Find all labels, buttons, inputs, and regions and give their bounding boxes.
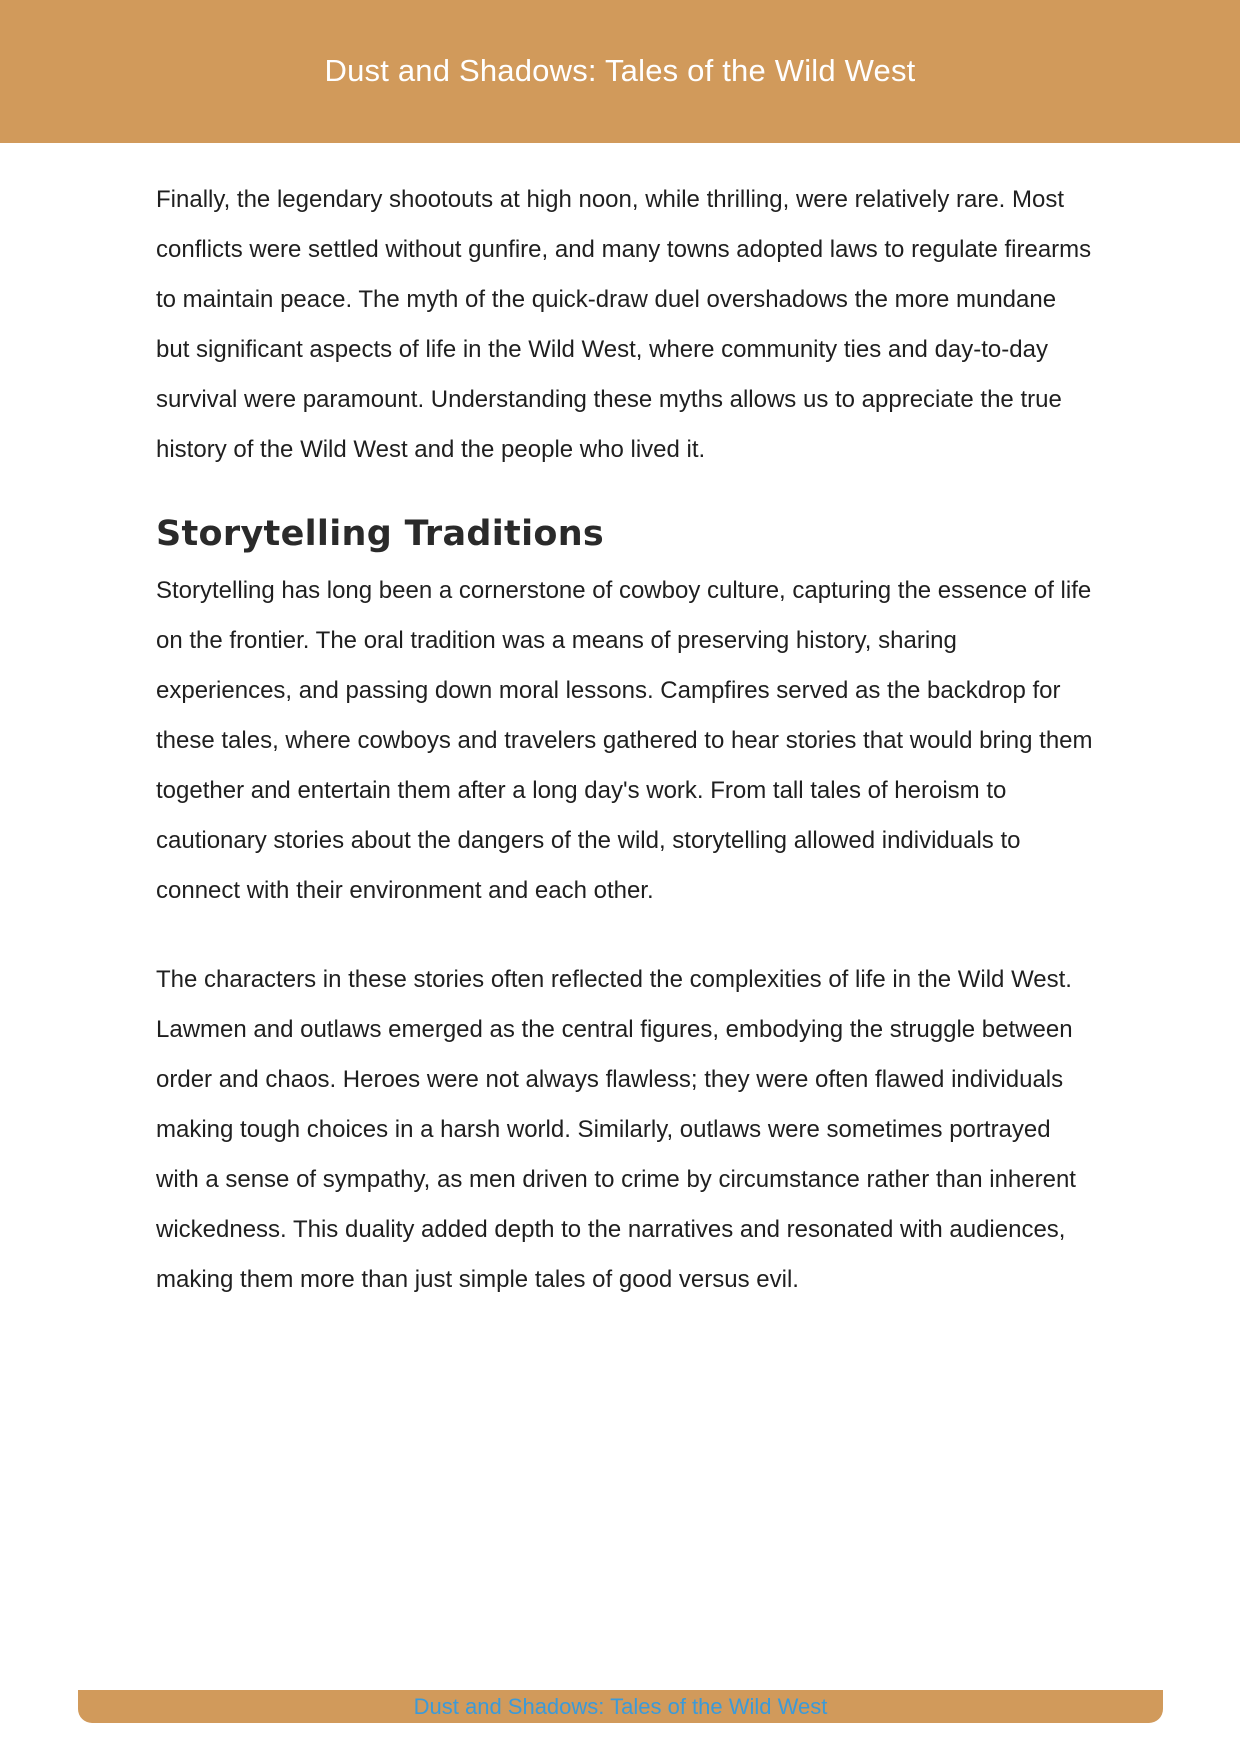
- header-title: Dust and Shadows: Tales of the Wild West: [324, 52, 916, 88]
- section-paragraph-2: The characters in these stories often reflected the complexities of life in the Wild West. Lawmen and outlaws emerged as the central figures, embodying the struggle between order and chaos. Heroes were not always flawless; they were often flawed individuals making tough choices in a harsh world. Similarly, outlaws were sometimes portrayed with a sense of sympathy, as men driven to crime by circumstance rather than inherent wickedness. This duality added depth to the narratives and resonated with audiences, making them more than just simple tales of good versus evil.: [156, 966, 1076, 1293]
- footer-title: Dust and Shadows: Tales of the Wild West: [413, 1693, 828, 1719]
- page-content: [156, 175, 1096, 1305]
- intro-paragraph: Finally, the legendary shootouts at high noon, while thrilling, were relatively rare. Most conflicts were settled without gunfire, and many towns adopted laws to regulate firearms to maintain peace. The myth of the quick-draw duel overshadows the more mundane but significant aspects of life in the Wild West, where community ties and day-to-day survival were paramount. Understanding these myths allows us to appreciate the true history of the Wild West and the people who lived it.: [156, 186, 1092, 463]
- page-footer: [78, 1690, 1163, 1723]
- section-paragraph-1: Storytelling has long been a cornerstone of cowboy culture, capturing the essence of life on the frontier. The oral tradition was a means of preserving history, sharing experiences, and passing down moral lessons. Campfires served as the backdrop for these tales, where cowboys and travelers gathered to hear stories that would bring them together and entertain them after a long day's work. From tall tales of heroism to cautionary stories about the dangers of the wild, storytelling allowed individuals to connect with their environment and each other.: [156, 577, 1093, 904]
- page-header: [0, 0, 1240, 143]
- section-heading: Storytelling Traditions: [156, 514, 605, 554]
